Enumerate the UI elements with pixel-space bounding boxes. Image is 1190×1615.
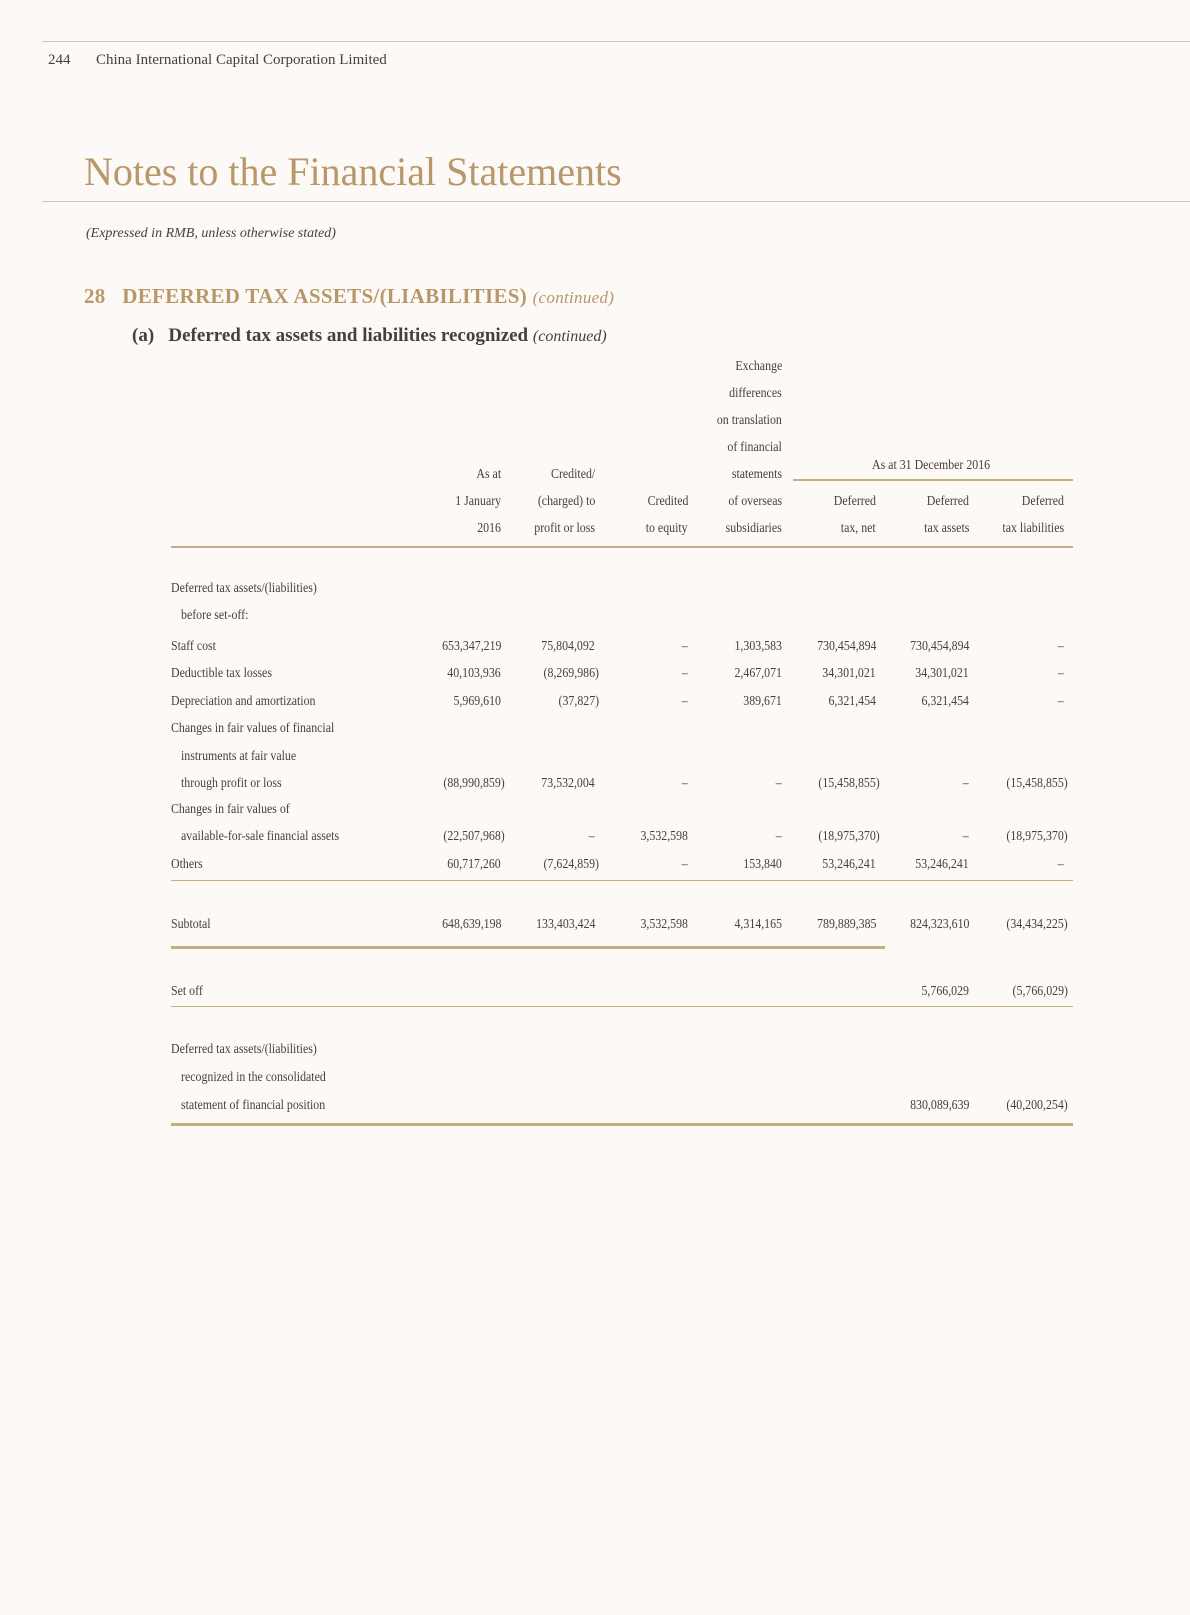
table-cell: (37,827) bbox=[558, 693, 599, 708]
table-cell: 830,089,639 bbox=[909, 1097, 969, 1112]
table-cell: 53,246,241 bbox=[915, 856, 969, 871]
table-cell: – bbox=[682, 693, 688, 708]
row-label: available-for-sale financial assets bbox=[181, 828, 340, 843]
table-cell: – bbox=[776, 775, 782, 790]
row-label: before set-off: bbox=[181, 607, 249, 622]
row-label: Deductible tax losses bbox=[171, 665, 272, 680]
table-cell: 6,321,454 bbox=[828, 693, 876, 708]
subsection-heading bbox=[132, 325, 607, 347]
company-name: China International Capital Corporation Limited bbox=[96, 52, 387, 68]
table-cell: (34,434,225) bbox=[1006, 916, 1068, 931]
table-cell: 3,532,598 bbox=[640, 916, 688, 931]
column-header-line: on translation bbox=[716, 412, 782, 427]
table-cell: 789,889,385 bbox=[816, 916, 876, 931]
subtotal-double-rule bbox=[171, 946, 885, 949]
table-cell: 3,532,598 bbox=[640, 828, 688, 843]
table-cell: 2,467,071 bbox=[734, 665, 782, 680]
column-header-line: Deferred bbox=[833, 493, 876, 508]
title-rule bbox=[42, 201, 1190, 202]
table-cell: – bbox=[1058, 693, 1064, 708]
table-cell: 34,301,021 bbox=[915, 665, 969, 680]
table-cell: 34,301,021 bbox=[822, 665, 876, 680]
table-cell: 648,639,198 bbox=[441, 916, 501, 931]
table-cell: 53,246,241 bbox=[822, 856, 876, 871]
group-header-rule bbox=[793, 479, 1073, 481]
row-label: Changes in fair values of bbox=[171, 801, 290, 816]
others-rule bbox=[171, 880, 1073, 881]
column-header-line: profit or loss bbox=[534, 520, 595, 535]
column-header-line: As at bbox=[476, 466, 501, 481]
subsection-label: (a) bbox=[132, 325, 155, 346]
table-cell: (18,975,370) bbox=[1006, 828, 1068, 843]
table-cell: (15,458,855) bbox=[818, 775, 880, 790]
column-header-line: statements bbox=[731, 466, 782, 481]
section-number: 28 bbox=[84, 284, 106, 308]
table-cell: 6,321,454 bbox=[921, 693, 969, 708]
section-heading bbox=[84, 284, 614, 309]
column-header-line: Deferred bbox=[1021, 493, 1064, 508]
table-cell: 653,347,219 bbox=[441, 638, 501, 653]
table-cell: – bbox=[963, 828, 969, 843]
row-label: Deferred tax assets/(liabilities) bbox=[171, 580, 317, 595]
table-cell: – bbox=[776, 828, 782, 843]
total-double-rule bbox=[171, 1123, 1073, 1126]
table-cell: (8,269,986) bbox=[543, 665, 599, 680]
table-cell: 40,103,936 bbox=[447, 665, 501, 680]
column-header-line: 1 January bbox=[455, 493, 501, 508]
table-cell: 73,532,004 bbox=[541, 775, 595, 790]
setoff-rule bbox=[171, 1006, 1073, 1007]
group-header: As at 31 December 2016 bbox=[872, 457, 991, 472]
column-header-line: subsidiaries bbox=[725, 520, 782, 535]
row-label: recognized in the consolidated bbox=[181, 1069, 326, 1084]
column-header-line: (charged) to bbox=[537, 493, 595, 508]
table-cell: 4,314,165 bbox=[734, 916, 782, 931]
column-header-line: of financial bbox=[727, 439, 782, 454]
column-header-line: differences bbox=[729, 385, 782, 400]
table-cell: – bbox=[1058, 638, 1064, 653]
table-cell: 389,671 bbox=[743, 693, 782, 708]
column-header-line: tax assets bbox=[923, 520, 969, 535]
row-label: instruments at fair value bbox=[181, 748, 297, 763]
table-cell: (22,507,968) bbox=[443, 828, 505, 843]
table-cell: 153,840 bbox=[743, 856, 782, 871]
column-header-line: to equity bbox=[646, 520, 688, 535]
column-header-line: of overseas bbox=[728, 493, 782, 508]
table-cell: 60,717,260 bbox=[447, 856, 501, 871]
table-cell: (40,200,254) bbox=[1006, 1097, 1068, 1112]
column-header-line: tax, net bbox=[841, 520, 876, 535]
table-cell: (15,458,855) bbox=[1006, 775, 1068, 790]
page-title: Notes to the Financial Statements bbox=[84, 149, 622, 194]
table-cell: – bbox=[589, 828, 595, 843]
column-header-line: tax liabilities bbox=[1002, 520, 1064, 535]
row-label: Set off bbox=[171, 983, 203, 998]
section-continued: (continued) bbox=[532, 288, 615, 307]
table-cell: (5,766,029) bbox=[1012, 983, 1068, 998]
table-cell: – bbox=[1058, 856, 1064, 871]
table-cell: (18,975,370) bbox=[818, 828, 880, 843]
table-cell: – bbox=[682, 775, 688, 790]
column-header-line: Credited/ bbox=[550, 466, 595, 481]
table-cell: – bbox=[963, 775, 969, 790]
table-cell: – bbox=[1058, 665, 1064, 680]
column-header-line: Exchange bbox=[735, 358, 782, 373]
column-header-line: Credited bbox=[647, 493, 688, 508]
row-label: Staff cost bbox=[171, 638, 216, 653]
table-cell: – bbox=[682, 665, 688, 680]
table-cell: (7,624,859) bbox=[543, 856, 599, 871]
subsection-continued: (continued) bbox=[532, 328, 607, 345]
table-cell: (88,990,859) bbox=[443, 775, 505, 790]
table-cell: 5,969,610 bbox=[453, 693, 501, 708]
header-rule bbox=[171, 546, 1073, 548]
row-label: Depreciation and amortization bbox=[171, 693, 316, 708]
page-number: 244 bbox=[48, 52, 71, 68]
column-header-line: Deferred bbox=[926, 493, 969, 508]
table-cell: 133,403,424 bbox=[535, 916, 595, 931]
subsection-title: Deferred tax assets and liabilities recognized bbox=[168, 325, 529, 346]
table-cell: 730,454,894 bbox=[816, 638, 876, 653]
row-label: through profit or loss bbox=[181, 775, 282, 790]
row-label: Deferred tax assets/(liabilities) bbox=[171, 1041, 317, 1056]
top-rule bbox=[42, 41, 1190, 42]
column-header-line: 2016 bbox=[477, 520, 501, 535]
row-label: Others bbox=[171, 856, 203, 871]
section-title: DEFERRED TAX ASSETS/(LIABILITIES) bbox=[122, 284, 528, 308]
currency-note: (Expressed in RMB, unless otherwise stated) bbox=[86, 226, 336, 241]
table-cell: 1,303,583 bbox=[734, 638, 782, 653]
table-cell: 824,323,610 bbox=[909, 916, 969, 931]
table-cell: 5,766,029 bbox=[921, 983, 969, 998]
table-cell: 75,804,092 bbox=[541, 638, 595, 653]
table-cell: – bbox=[682, 856, 688, 871]
row-label: Subtotal bbox=[171, 916, 211, 931]
row-label: Changes in fair values of financial bbox=[171, 720, 335, 735]
table-cell: 730,454,894 bbox=[909, 638, 969, 653]
row-label: statement of financial position bbox=[181, 1097, 326, 1112]
table-cell: – bbox=[682, 638, 688, 653]
